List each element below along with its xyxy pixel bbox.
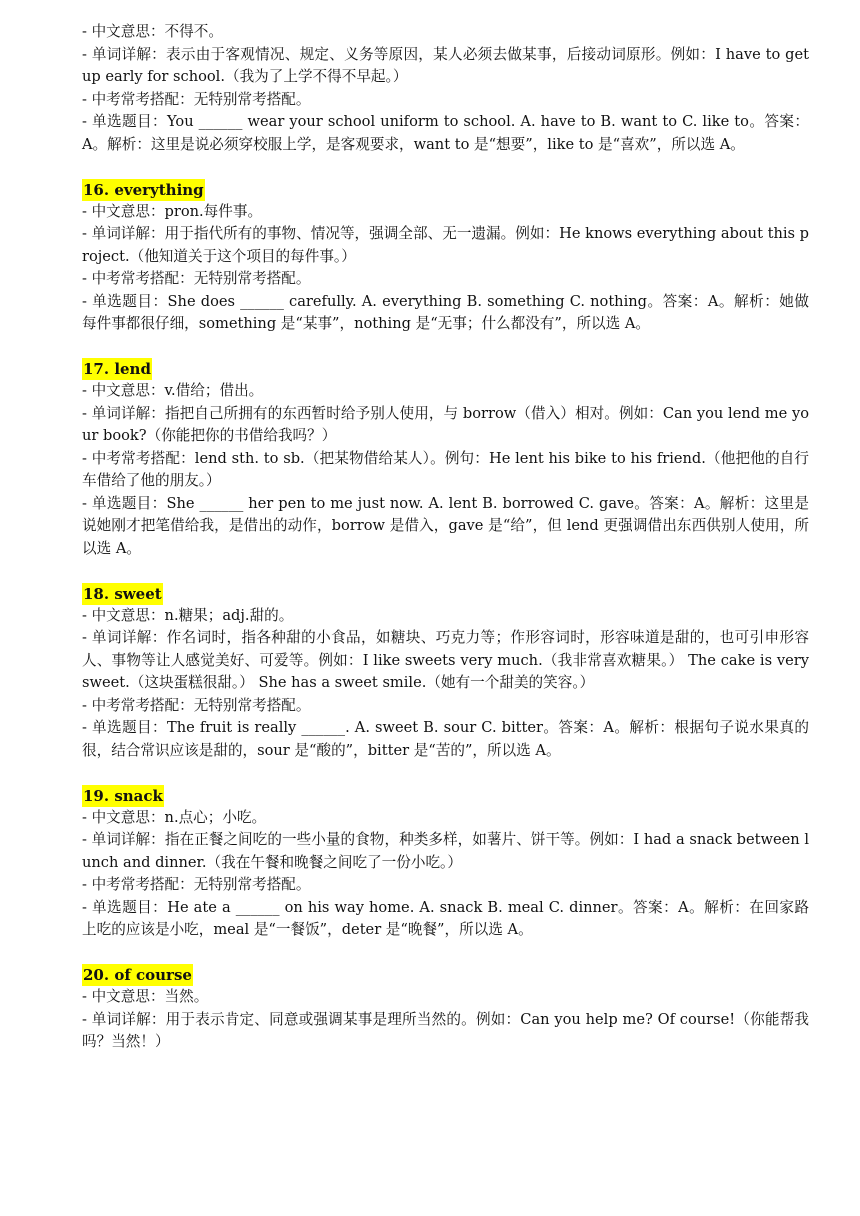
entry-line: - 单词详解：用于表示肯定、同意或强调某事是理所当然的。例如：Can you help me? Of course!（你能帮我吗？当然！） (82, 1010, 809, 1050)
entry-heading: 19. snack (83, 786, 163, 805)
entry-line: - 中文意思：n.糖果；adj.甜的。 (82, 606, 294, 624)
entry-lend (82, 358, 809, 560)
entry-heading: 20. of course (83, 966, 192, 984)
entry-line: - 单选题目：He ate a ______ on his way home. A. snack B. meal C. dinner。答案：A。解析：在回家路上吃的应该是小吃，meal 是“一餐饭”，deter 是“晚餐”，所以选 A。 (82, 898, 809, 938)
entry-line: - 单词详解：指把自己所拥有的东西暂时给予别人使用，与 borrow（借入）相对。例如：Can you lend me your book?（你能把你的书借给我吗？） (82, 404, 809, 444)
entry-heading: 16. everything (83, 180, 204, 199)
entry-heading: 18. sweet (83, 584, 162, 603)
entry-line: - 中考常考搭配：无特别常考搭配。 (82, 696, 311, 714)
intro-block (82, 21, 809, 156)
entry-line: - 中考常考搭配：lend sth. to sb.（把某物借给某人）。例句：He lent his bike to his friend.（他把他的自行车借给了他的朋友。） (82, 449, 809, 489)
entry-snack (82, 785, 809, 942)
entry-line: - 单词详解：作名词时，指各种甜的小食品，如糖块、巧克力等；作形容词时，形容味道是甜的，也可引申形容人、事物等让人感觉美好、可爱等。例如：I like sweets very much.（我非常喜欢糖果。） The cake is very sweet.（这块蛋糕很甜。） She has a sweet smile.（她有一个甜美的笑容。） (82, 629, 809, 691)
document-body (82, 21, 809, 1054)
entry-line: - 单选题目：She ______ her pen to me just now. A. lent B. borrowed C. gave。答案：A。解析：这里是说她刚才把笔借给我，是借出的动作，borrow 是借入，gave 是“给”，但 lend 更强调借出东西供别人使用，所以选 A。 (82, 494, 809, 557)
entry-line: - 单选题目：She does ______ carefully. A. everything B. something C. nothing。答案：A。解析：她做每件事都很仔细，something 是“某事”，nothing 是“无事；什么都没有”，所以选 A。 (82, 292, 809, 332)
entry-line: - 中文意思：v.借给；借出。 (82, 382, 264, 399)
entry-line: - 单词详解：指在正餐之间吃的一些小量的食物，种类多样，如薯片、饼干等。例如：I had a snack between lunch and dinner.（我在午餐和晚餐之间吃了一份小吃。） (82, 831, 809, 871)
entry-everything (82, 179, 809, 336)
entry-line: - 中文意思：pron.每件事。 (82, 202, 263, 220)
entry-heading: 17. lend (83, 360, 151, 378)
entry-line: - 中考常考搭配：无特别常考搭配。 (82, 876, 311, 893)
intro-line: - 中文意思：不得不。 (82, 23, 223, 40)
entry-of-course (82, 964, 809, 1054)
entry-line: - 单词详解：用于指代所有的事物、情况等，强调全部、无一遗漏。例如：He knows everything about this project.（他知道关于这个项目的每件事。） (82, 225, 809, 265)
intro-line: - 单选题目：You ______ wear your school uniform to school. A. have to B. want to C. like to。答案：A。解析：这里是说必须穿校服上学，是客观要求，want to 是“想要”，like to 是“喜欢”，所以选 A。 (82, 113, 809, 153)
entry-line: - 中文意思：n.点心；小吃。 (82, 808, 267, 826)
intro-line: - 中考常考搭配：无特别常考搭配。 (82, 90, 311, 108)
entry-line: - 单选题目：The fruit is really ______. A. sweet B. sour C. bitter。答案：A。解析：根据句子说水果真的很，结合常识应该是甜的，sour 是“酸的”，bitter 是“苦的”，所以选 A。 (82, 719, 809, 759)
intro-line: - 单词详解：表示由于客观情况、规定、义务等原因，某人必须去做某事，后接动词原形。例如：I have to get up early for school.（我为了上学不得不早起。） (82, 45, 809, 85)
entry-sweet (82, 583, 809, 763)
entry-line: - 中文意思：当然。 (82, 988, 209, 1005)
entry-line: - 中考常考搭配：无特别常考搭配。 (82, 270, 311, 287)
